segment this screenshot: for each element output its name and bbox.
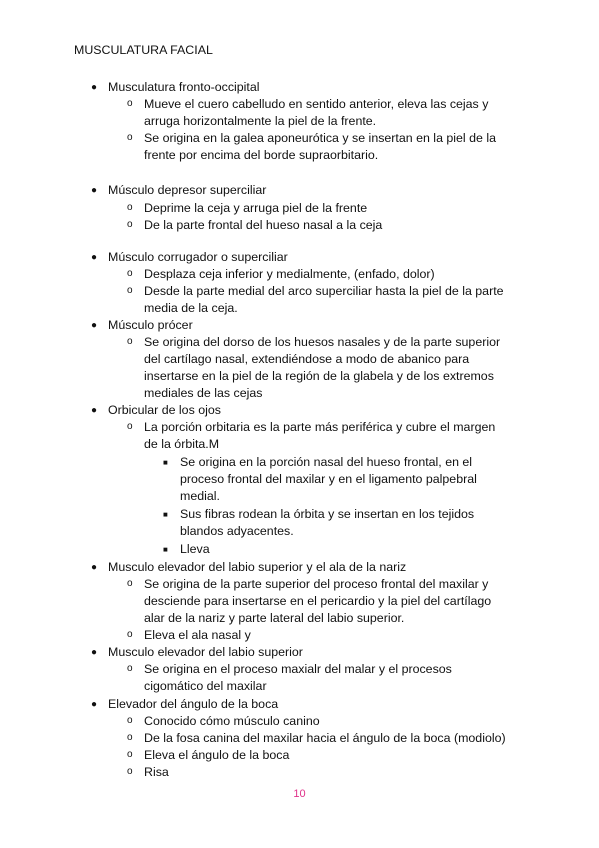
item-line: cigomático del maxilar <box>144 679 267 693</box>
bullet-circle: o <box>127 663 133 674</box>
subitem-line: Lleva <box>180 542 210 556</box>
item-line: De la fosa canina del maxilar hacia el ángulo de la boca (modiolo) <box>144 731 506 745</box>
bullet-circle: o <box>127 421 133 432</box>
item-line: de la órbita.M <box>144 437 220 451</box>
item-line: De la parte frontal del hueso nasal a la ceja <box>144 218 383 232</box>
item-line: Se origina de la parte superior del proceso frontal del maxilar y <box>144 577 489 591</box>
bullet-circle: o <box>127 202 133 213</box>
bullet-square: ■ <box>163 510 168 519</box>
item-line: Desde la parte medial del arco superciliar hasta la piel de la parte <box>144 284 504 298</box>
bullet-circle: o <box>127 132 133 143</box>
item-line: Deprime la ceja y arruga piel de la frente <box>144 201 368 215</box>
item-line: Se origina en el proceso maxialr del malar y el procesos <box>144 662 452 676</box>
item-line: Eleva el ala nasal y <box>144 628 251 642</box>
bullet-square: ■ <box>163 545 168 554</box>
bullet-disc: ● <box>91 647 98 658</box>
section-heading: Musculo elevador del labio superior y el ala de la nariz <box>108 560 407 574</box>
bullet-circle: o <box>127 715 133 726</box>
bullet-circle: o <box>127 749 133 760</box>
item-line: Risa <box>144 765 169 779</box>
item-line: Desplaza ceja inferior y medialmente, (enfado, dolor) <box>144 267 435 281</box>
item-line: arruga horizontalmente la piel de la frente. <box>144 114 377 128</box>
item-line: Conocido cómo músculo canino <box>144 714 320 728</box>
bullet-disc: ● <box>91 699 98 710</box>
bullet-disc: ● <box>91 252 98 263</box>
section-heading: Musculatura fronto-occipital <box>108 80 260 94</box>
subitem-line: blandos adyacentes. <box>180 524 294 538</box>
item-line: insertarse en la piel de la región de la glabela y de los extremos <box>144 369 494 383</box>
page-title: MUSCULATURA FACIAL <box>74 43 213 57</box>
page-number: 10 <box>293 788 306 800</box>
item-line: La porción orbitaria es la parte más periférica y cubre el margen <box>144 420 496 434</box>
item-line: del cartílago nasal, extendiéndose a modo de abanico para <box>144 352 470 366</box>
section-heading: Músculo depresor superciliar <box>108 183 267 197</box>
item-line: Se origina del dorso de los huesos nasales y de la parte superior <box>144 335 501 349</box>
bullet-disc: ● <box>91 405 98 416</box>
section-heading: Músculo prócer <box>108 318 193 332</box>
bullet-circle: o <box>127 578 133 589</box>
bullet-circle: o <box>127 336 133 347</box>
section-heading: Elevador del ángulo de la boca <box>108 697 279 711</box>
item-line: mediales de las cejas <box>144 386 263 400</box>
bullet-disc: ● <box>91 82 98 93</box>
bullet-square: ■ <box>163 458 168 467</box>
bullet-circle: o <box>127 629 133 640</box>
subitem-line: Sus fibras rodean la órbita y se insertan en los tejidos <box>180 507 475 521</box>
section-heading: Orbicular de los ojos <box>108 403 221 417</box>
bullet-disc: ● <box>91 562 98 573</box>
item-line: Mueve el cuero cabelludo en sentido anterior, eleva las cejas y <box>144 97 489 111</box>
bullet-circle: o <box>127 766 133 777</box>
item-line: desciende para insertarse en el pericardio y la piel del cartílago <box>144 594 492 608</box>
bullet-disc: ● <box>91 320 98 331</box>
subitem-line: Se origina en la porción nasal del hueso frontal, en el <box>180 455 473 469</box>
item-line: alar de la nariz y parte lateral del labio superior. <box>144 611 405 625</box>
bullet-disc: ● <box>91 185 98 196</box>
subitem-line: proceso frontal del maxilar y en el ligamento palpebral <box>180 472 477 486</box>
item-line: frente por encima del borde supraorbitario. <box>144 148 379 162</box>
section-heading: Musculo elevador del labio superior <box>108 645 303 659</box>
item-line: Se origina en la galea aponeurótica y se insertan en la piel de la <box>144 131 496 145</box>
subitem-line: medial. <box>180 489 220 503</box>
item-line: media de la ceja. <box>144 301 238 315</box>
bullet-circle: o <box>127 732 133 743</box>
bullet-circle: o <box>127 219 133 230</box>
bullet-circle: o <box>127 98 133 109</box>
bullet-circle: o <box>127 285 133 296</box>
section-heading: Músculo corrugador o superciliar <box>108 250 288 264</box>
item-line: Eleva el ángulo de la boca <box>144 748 290 762</box>
bullet-circle: o <box>127 268 133 279</box>
